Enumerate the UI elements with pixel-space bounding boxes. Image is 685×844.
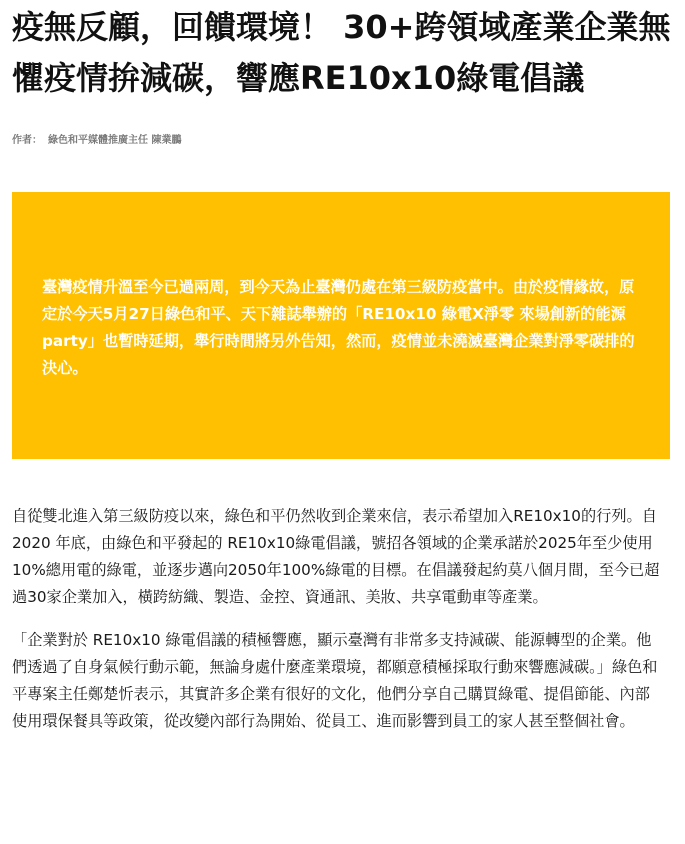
byline xyxy=(12,134,672,148)
article-title: 疫無反顧，回饋環境！ 30+跨領域產業企業無懼疫情拚減碳，響應RE10x10綠電倡議 xyxy=(12,8,671,97)
article-body xyxy=(12,503,664,735)
byline-label: 作者： xyxy=(12,135,42,146)
callout-text: 臺灣疫情升溫至今已過兩周，到今天為止臺灣仍處在第三級防疫當中。由於疫情緣故，原定於今天5月27日綠色和平、天下雜誌舉辦的「RE10x10 綠電X淨零 來場創新的能源party」也暫時延期，舉行時間將另外告知，然而，疫情並未澆滅臺灣企業對淨零碳排的決心。 xyxy=(42,278,635,377)
paragraph-2: 「企業對於 RE10x10 綠電倡議的積極響應，顯示臺灣有非常多支持減碳、能源轉型的企業。他們透過了自身氣候行動示範，無論身處什麼產業環境，都願意積極採取行動來響應減碳。」綠色和平專案主任鄭楚忻表示，其實許多企業有很好的文化，他們分享自己購買綠電、提倡節能、內部使用環保餐具等政策，從改變內部行為開始、從員工、進而影響到員工的家人甚至整個社會。 xyxy=(12,631,658,730)
article xyxy=(12,0,672,751)
paragraph-1: 自從雙北進入第三級防疫以來，綠色和平仍然收到企業來信，表示希望加入RE10x10的行列。自 2020 年底，由綠色和平發起的 RE10x10綠電倡議，號招各領域的企業承諾於2025年至少使用10%總用電的綠電，並逐步邁向2050年100%綠電的目標。在倡議發起約莫八個月間，至今已超過30家企業加入，橫跨紡織、製造、金控、資通訊、美妝、共享電動車等產業。 xyxy=(12,507,660,606)
byline-author: 綠色和平媒體推廣主任 陳業鵬 xyxy=(48,135,182,146)
highlight-callout xyxy=(12,192,670,459)
